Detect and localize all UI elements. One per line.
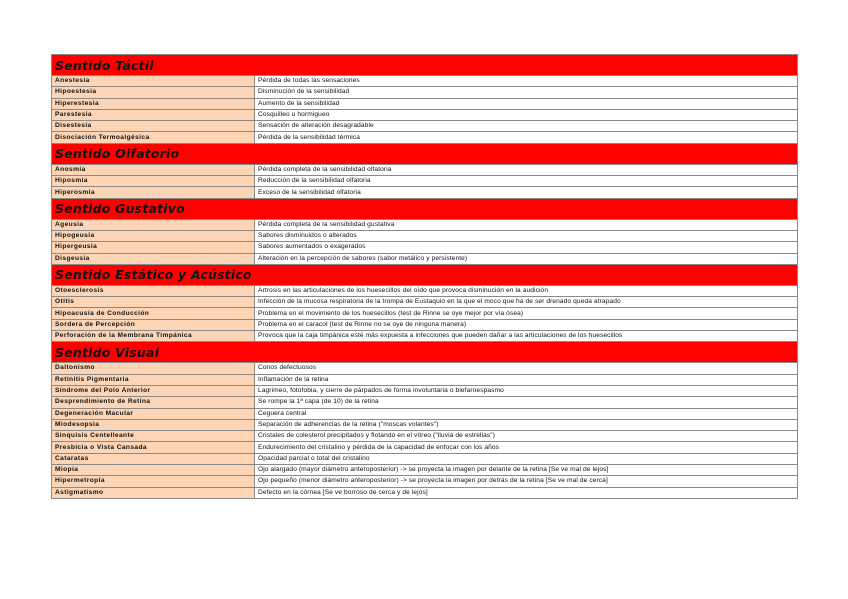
term-cell[interactable]: Miodesopsia [52,419,255,430]
table-row [52,230,798,241]
table-row [52,331,798,342]
description-cell[interactable]: Problema en el caracol (test de Rinne no se oye de ninguna manera) [255,319,798,330]
description-cell[interactable]: Se rompe la 1ª capa (de 10) de la retina [255,397,798,408]
section-header-row [52,198,798,219]
description-cell[interactable]: Pérdida de la sensibilidad térmica [255,132,798,143]
description-cell[interactable]: Opacidad parcial o total del cristalino [255,453,798,464]
description-cell[interactable]: Ojo pequeño (menor diámetro anteroposterior) -> se proyecta la imagen por detrás de la retina [Se ve mal de cerca] [255,476,798,487]
table-row [52,419,798,430]
description-cell[interactable]: Defecto en la córnea [Se ve borroso de cerca y de lejos] [255,487,798,498]
section-header-row [52,143,798,164]
table-row [52,408,798,419]
description-cell[interactable]: Pérdida de todas las sensaciones [255,76,798,87]
description-cell[interactable]: Disminución de la sensibilidad [255,87,798,98]
description-cell[interactable]: Provoca que la caja timpánica esté más expuesta a infecciones que pueden dañar a las articulaciones de los huesecillos [255,331,798,342]
term-cell[interactable]: Otitis [52,297,255,308]
table-row [52,397,798,408]
description-cell[interactable]: Alteración en la percepción de sabores (sabor metálico y persistente) [255,253,798,264]
description-cell[interactable]: Cosquilleo u hormigueo [255,109,798,120]
table-row [52,109,798,120]
term-cell[interactable]: Cataratas [52,453,255,464]
table-row [52,297,798,308]
table-row [52,308,798,319]
term-cell[interactable]: Hiperosmia [52,187,255,198]
table-row [52,453,798,464]
table-row [52,319,798,330]
section-header-row [52,55,798,76]
term-cell[interactable]: Parestesia [52,109,255,120]
section-title: Sentido Visual [52,342,798,363]
table-row [52,385,798,396]
table-row [52,132,798,143]
table-row [52,465,798,476]
term-cell[interactable]: Hipermetropía [52,476,255,487]
term-cell[interactable]: Sinquisis Centelleante [52,431,255,442]
table-row [52,242,798,253]
section-title: Sentido Táctil [52,55,798,76]
table-row [52,431,798,442]
description-cell[interactable]: Reducción de la sensibilidad olfatoria [255,176,798,187]
table-row [52,363,798,374]
section-title: Sentido Olfatorio [52,143,798,164]
term-cell[interactable]: Desprendimiento de Retina [52,397,255,408]
description-cell[interactable]: Exceso de la sensibilidad olfatoria [255,187,798,198]
term-cell[interactable]: Anosmia [52,164,255,175]
description-cell[interactable]: Conos defectuosos [255,363,798,374]
section-title: Sentido Estático y Acústico [52,264,798,285]
section-title: Sentido Gustativo [52,198,798,219]
term-cell[interactable]: Ageusia [52,219,255,230]
table-row [52,76,798,87]
description-cell[interactable]: Endurecimiento del cristalino y pérdida de la capacidad de enfocar con los años [255,442,798,453]
description-cell[interactable]: Cristales de colesterol precipitados y flotando en el vítreo ("lluvia de estrellas") [255,431,798,442]
term-cell[interactable]: Miopía [52,465,255,476]
term-cell[interactable]: Hipoacusia de Conducción [52,308,255,319]
table-row [52,253,798,264]
table-row [52,98,798,109]
description-cell[interactable]: Ojo alargado (mayor diámetro anteroposterior) -> se proyecta la imagen por delante de la retina [Se ve mal de lejos] [255,465,798,476]
table-row [52,285,798,296]
table-row [52,476,798,487]
description-cell[interactable]: Separación de adherencias de la retina ("moscas volantes") [255,419,798,430]
table-row [52,187,798,198]
section-header-row [52,342,798,363]
description-cell[interactable]: Pérdida completa de la sensibilidad gustativa [255,219,798,230]
description-cell[interactable]: Sabores disminuidos o alterados [255,230,798,241]
term-cell[interactable]: Astigmatismo [52,487,255,498]
description-cell[interactable]: Lagrimeo, fotofobia, y cierre de párpados de forma involuntaria o blefaroespasmo [255,385,798,396]
table-row [52,487,798,498]
term-cell[interactable]: Hipoestesia [52,87,255,98]
description-cell[interactable]: Problema en el movimiento de los huesecillos (test de Rinne se oye mejor por vía ósea) [255,308,798,319]
term-cell[interactable]: Síndrome del Polo Anterior [52,385,255,396]
description-cell[interactable]: Inflamación de la retina [255,374,798,385]
table-row [52,176,798,187]
term-cell[interactable]: Hiperestesia [52,98,255,109]
spreadsheet-body [52,55,798,499]
term-cell[interactable]: Hiposmia [52,176,255,187]
term-cell[interactable]: Disociación Termoalgésica [52,132,255,143]
term-cell[interactable]: Presbicia o Vista Cansada [52,442,255,453]
table-row [52,121,798,132]
spreadsheet-table [51,54,798,499]
description-cell[interactable]: Sabores aumentados o exagerados [255,242,798,253]
description-cell[interactable]: Infección de la mucosa respiratoria de la trompa de Eustaquio en la que el moco que ha de ser drenado queda atrapado [255,297,798,308]
table-row [52,164,798,175]
description-cell[interactable]: Pérdida completa de la sensibilidad olfatoria [255,164,798,175]
description-cell[interactable]: Ceguera central [255,408,798,419]
term-cell[interactable]: Sordera de Percepción [52,319,255,330]
table-row [52,87,798,98]
term-cell[interactable]: Disestesia [52,121,255,132]
term-cell[interactable]: Retinitis Pigmentaria [52,374,255,385]
term-cell[interactable]: Degeneración Macular [52,408,255,419]
term-cell[interactable]: Hipogeusia [52,230,255,241]
table-row [52,219,798,230]
description-cell[interactable]: Artrosis en las articulaciones de los huesecillos del oído que provoca disminución en la audición [255,285,798,296]
term-cell[interactable]: Daltonismo [52,363,255,374]
section-header-row [52,264,798,285]
table-row [52,374,798,385]
term-cell[interactable]: Hipergeusia [52,242,255,253]
term-cell[interactable]: Anestesia [52,76,255,87]
table-row [52,442,798,453]
term-cell[interactable]: Perforación de la Membrana Timpánica [52,331,255,342]
term-cell[interactable]: Otoesclerosis [52,285,255,296]
description-cell[interactable]: Sensación de alteración desagradable [255,121,798,132]
description-cell[interactable]: Aumento de la sensibilidad [255,98,798,109]
term-cell[interactable]: Disgeusia [52,253,255,264]
